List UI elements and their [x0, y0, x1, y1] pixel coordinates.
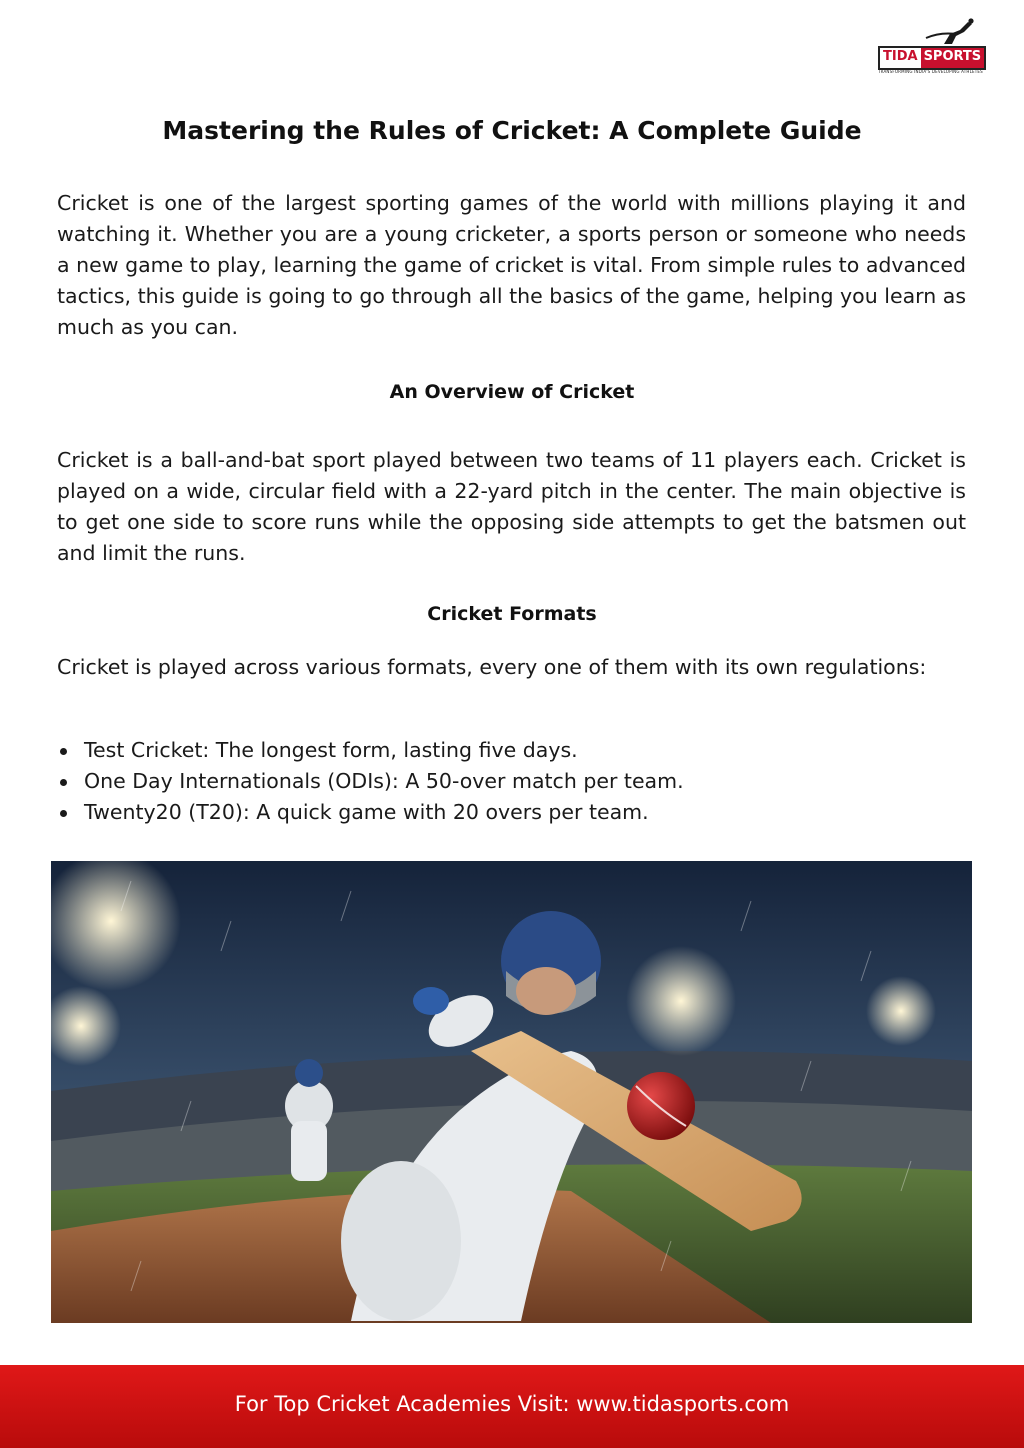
- athlete-silhouette-icon: [916, 18, 976, 48]
- tida-sports-logo[interactable]: [876, 18, 996, 76]
- footer-link[interactable]: For Top Cricket Academies Visit: www.tidasports.com: [234, 1392, 790, 1416]
- formats-paragraph: Cricket is played across various formats, every one of them with its own regulations:: [57, 655, 927, 679]
- cricket-batsman-photo: [51, 861, 972, 1323]
- overview-heading: An Overview of Cricket: [389, 381, 635, 403]
- bullet-icon: [60, 748, 67, 755]
- list-item: Twenty20 (T20): A quick game with 20 overs per team.: [57, 797, 966, 828]
- bullet-icon: [60, 779, 67, 786]
- overview-paragraph: Cricket is a ball-and-bat sport played between two teams of 11 players each. Cricket is played on a wide, circular field with a 22-yard pitch in the center. The main objective is to get one side to score runs while the opposing side attempts to get the batsmen out and limit the runs.: [57, 448, 966, 565]
- footer-banner: [0, 1365, 1024, 1448]
- stadium-illustration: [51, 861, 972, 1323]
- logo-tagline: TRANSFORMING INDIA'S DEVELOPING ATHLETES: [878, 69, 983, 74]
- page-title: Mastering the Rules of Cricket: A Complete Guide: [162, 116, 862, 145]
- list-item: Test Cricket: The longest form, lasting five days.: [57, 735, 966, 766]
- formats-heading: Cricket Formats: [427, 603, 597, 625]
- bullet-icon: [60, 810, 67, 817]
- logo-tida-text: TIDA: [880, 48, 921, 68]
- logo-sports-text: SPORTS: [921, 48, 985, 68]
- intro-paragraph: Cricket is one of the largest sporting games of the world with millions playing it and watching it. Whether you are a young cricketer, a sports person or someone who needs a new game to play, learning the game of cricket is vital. From simple rules to advanced tactics, this guide is going to go through all the basics of the game, helping you learn as much as you can.: [57, 191, 966, 339]
- logo-wordmark: [878, 46, 986, 70]
- formats-list: [57, 735, 966, 828]
- list-item: One Day Internationals (ODIs): A 50-over match per team.: [57, 766, 966, 797]
